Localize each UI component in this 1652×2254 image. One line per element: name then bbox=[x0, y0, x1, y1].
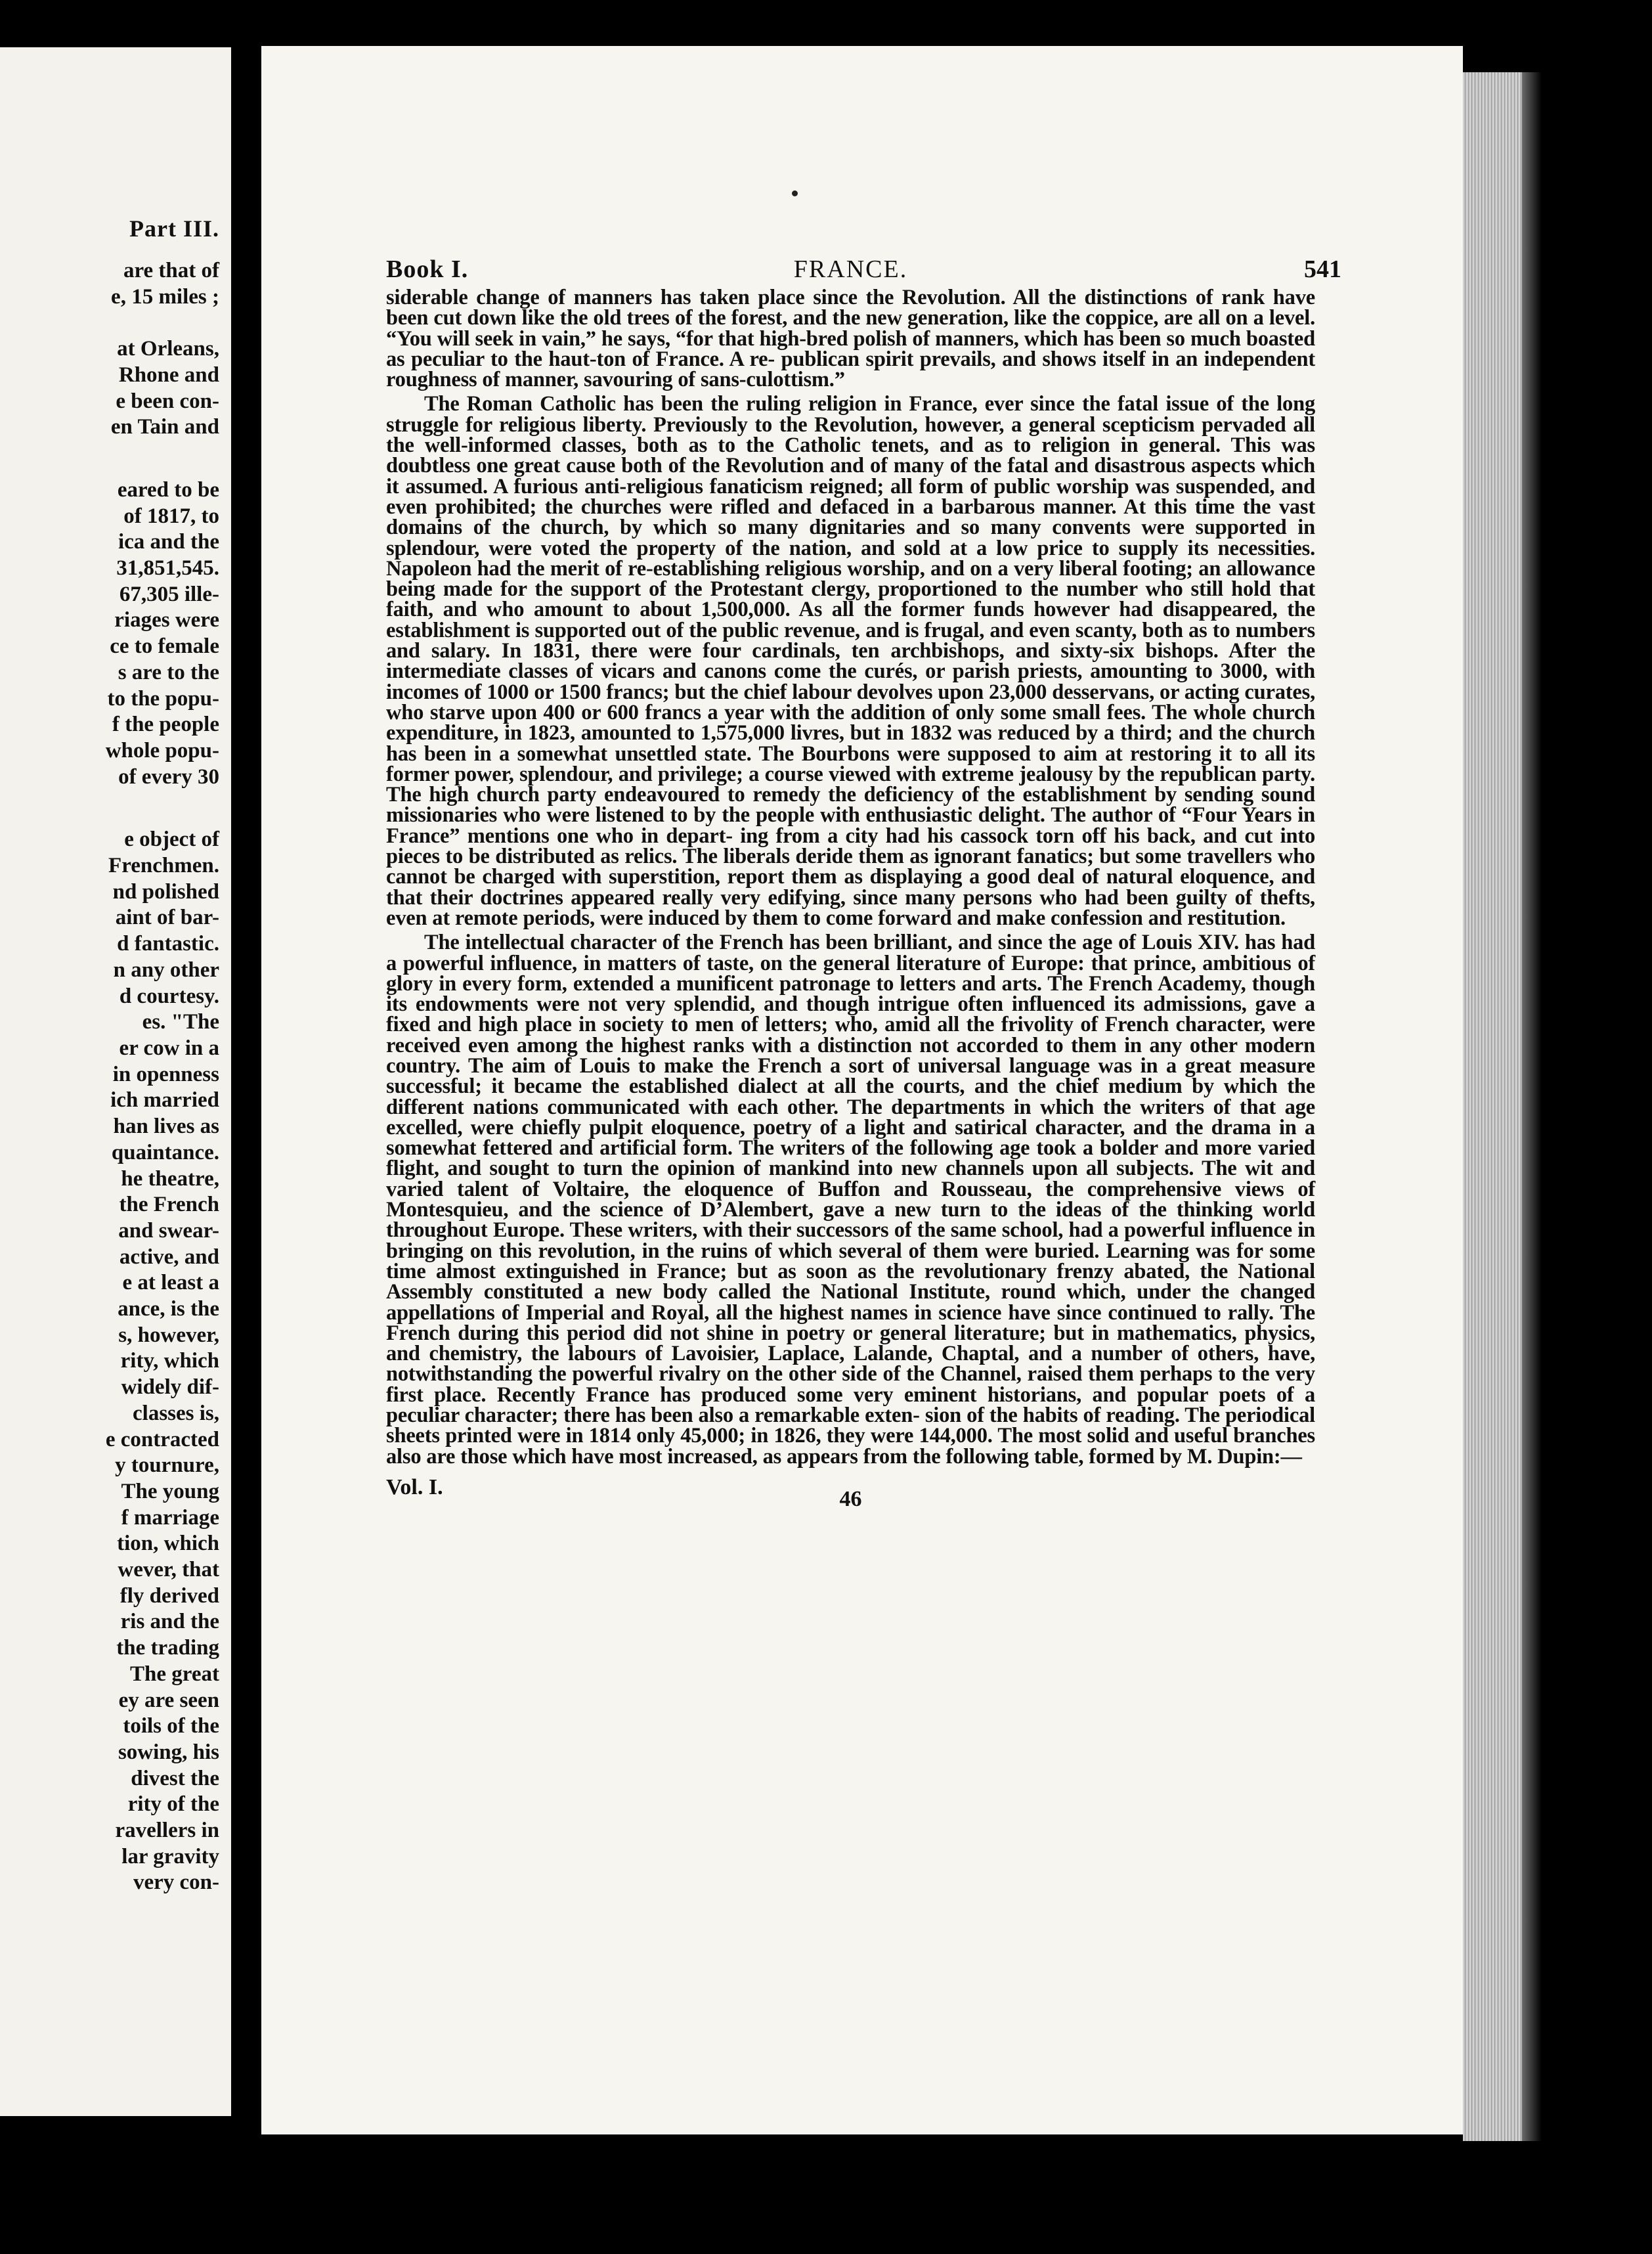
page-footer bbox=[386, 1474, 1315, 1511]
signature-mark: 46 bbox=[839, 1486, 862, 1511]
left-page-line: f marriage bbox=[121, 1505, 219, 1530]
left-text-group-2 bbox=[0, 477, 219, 790]
book-page-edges bbox=[1463, 72, 1522, 2141]
left-page-line bbox=[0, 310, 219, 336]
ink-speck bbox=[792, 190, 798, 196]
page-number: 541 bbox=[1304, 255, 1341, 283]
left-page-line: quaintance. bbox=[111, 1140, 219, 1164]
left-page-line: e contracted bbox=[105, 1427, 219, 1451]
left-page-line: ce to female bbox=[110, 634, 219, 659]
paragraph-religion: The Roman Catholic has been the ruling religion in France, ever since the fatal issue of the long struggle for religious liberty. Previously to the Revolution, however, a general scepticism pervaded all the well-informed classes, both as to the Catholic tenets, and as to religion in general. This was doubtless one great cause both of the Revolution and of many of the fatal and disastrous aspects which it assumed. A furious anti-religious fanaticism reigned; all form of public worship was suspended, and even prohibited; the churches were rifled and defaced in a barbarous manner. At this time the vast domains of the church, by which so many dignitaries and so many convents were supported in splendour, were voted the property of the nation, and sold at a low price to supply its necessities. Napoleon had the merit of re-establishing religious worship, and on a very liberal footing; an allowance being made for the support of the Protestant clergy, proportioned to the number who still hold that faith, and who amount to about 1,500,000. As all the former funds however had disappeared, the establishment is supported out of the public revenue, and is frugal, and even scanty, both as to numbers and salary. In 1831, there were four cardinals, ten archbishops, and sixty-six bishops. After the intermediate classes of vicars and canons come the curés, or parish priests, amounting to 3000, with incomes of 1000 or 1500 francs; but the chief labour devolves upon 23,000 desservans, or acting curates, who starve upon 400 or 600 francs a year with the addition of only some small fees. The whole church expenditure, in 1823, amounted to 1,575,000 livres, but in 1832 was reduced by a third; and the church has been in a somewhat unsettled state. The Bourbons were supposed to aim at restoring it to all its former power, splendour, and privilege; a course viewed with extreme jealousy by the republican party. The high church party endeavoured to remedy the deficiency of the establishment by sending sound missionaries who were listened to by the people with enthusiastic delight. The author of “Four Years in France” mentions one who in depart- ing from a city had his cassock torn off his back, and cut into pieces to be distributed as relics. The liberals deride them as ignorant fanatics; but some travellers who cannot be charged with superstition, report them as displaying a good deal of natural eloquence, and that their doctrines appeared really very edifying, since many persons who had been guilty of thefts, even at remote periods, were induced by them to come forward and make confession and restitution. bbox=[386, 392, 1315, 930]
left-page-line: eared to be bbox=[117, 477, 219, 502]
paragraph-continued: siderable change of manners has taken place since the Revolution. All the distinctions of rank have been cut down like the old trees of the forest, and the new generation, like the coppice, are all on a level. “You will seek in vain,” he says, “for that high-bred polish of manners, which has been so much boasted as peculiar to the haut-ton of France. A re- publican spirit prevails, and shows itself in an independent roughness of manner, savouring of sans-culottism.” bbox=[386, 286, 1315, 392]
page-content bbox=[386, 255, 1341, 1511]
main-page bbox=[261, 46, 1463, 2134]
left-page-line: classes is, bbox=[133, 1401, 219, 1425]
left-running-head: Part III. bbox=[129, 215, 219, 242]
left-page-line: the trading bbox=[116, 1636, 219, 1660]
left-page-line: Rhone and bbox=[118, 363, 219, 387]
left-page-line: es. "The bbox=[142, 1010, 219, 1034]
left-page-line: aint of bar- bbox=[115, 906, 219, 930]
left-page-line: the French bbox=[119, 1193, 219, 1217]
left-text-group-1 bbox=[0, 258, 219, 441]
left-page-line: y tournure, bbox=[115, 1453, 219, 1478]
page-title: FRANCE. bbox=[793, 255, 908, 283]
left-page-line: ich married bbox=[110, 1088, 219, 1113]
left-page-line: s are to the bbox=[118, 660, 219, 684]
left-page-line: d courtesy. bbox=[119, 984, 219, 1008]
left-page-line: sowing, his bbox=[118, 1740, 219, 1764]
left-page-line: han lives as bbox=[113, 1115, 219, 1139]
left-page-line: are that of bbox=[123, 259, 219, 282]
left-gap bbox=[0, 790, 219, 827]
paragraph-intellectual: The intellectual character of the French has been brilliant, and since the age of Louis XIV. has had a powerful influence, in matters of taste, on the general literature of Europe: that prince, ambitious of glory in every form, extended a munificent patronage to letters and arts. The French Academy, though its endowments were not very splendid, and though intrigue often influenced its admissions, gave a fixed and high place in society to men of letters; who, amid all the frivolity of French character, were received even among the highest ranks with a distinction not accorded to them in any other modern country. The aim of Louis to make the French a sort of universal language was in a great measure successful; it became the established dialect at all the courts, and the chief medium by which the different nations communicated with each other. The departments in which the writers of that age excelled, were chiefly pulpit eloquence, poetry of a light and satirical character, and the drama in a somewhat fettered and artificial form. The writers of the following age took a bolder and more varied flight, and sought to turn the opinion of mankind into new channels upon all subjects. The wit and varied talent of Voltaire, the eloquence of Buffon and Rousseau, the comprehensive views of Montesquieu, and the science of D’Alembert, gave a new turn to the ideas of the thinking world throughout Europe. These writers, with their successors of the same school, had a powerful influence in bringing on this revolution, in the ruins of which several of them were buried. Learning was for some time almost extinguished in France; but as soon as the revolutionary frenzy abated, the National Assembly constituted a new body called the National Institute, round which, under the changed appellations of Imperial and Royal, all the highest names in science have since continued to rally. The French during this period did not shine in poetry or general literature; but in mathematics, physics, and chemistry, the labours of Lavoisier, Laplace, Lalande, Chaptal, and a number of others, have, notwithstanding the powerful rivalry on the other side of the Channel, raised them perhaps to the very first place. Recently France has produced some very eminent historians, and popular poets of a peculiar character; there has been also a remarkable exten- sion of the habits of reading. The periodical sheets printed were in 1814 only 45,000; in 1826, they were 144,000. The most solid and useful branches also are those which have most increased, as appears from the following table, formed by M. Dupin:— bbox=[386, 931, 1315, 1469]
body-text bbox=[386, 288, 1315, 1467]
book-edge-shadow bbox=[1522, 72, 1542, 2141]
left-page-line: ravellers in bbox=[115, 1819, 219, 1843]
left-page-line: riages were bbox=[114, 608, 219, 632]
left-page-line: tion, which bbox=[117, 1532, 219, 1556]
left-page-line: he theatre, bbox=[121, 1166, 219, 1191]
left-page-line: at Orleans, bbox=[117, 337, 219, 361]
left-page-line: 31,851,545. bbox=[116, 556, 219, 581]
left-page-line: of every 30 bbox=[118, 764, 219, 789]
left-page-line: and swear- bbox=[118, 1218, 219, 1243]
left-page-line: Frenchmen. bbox=[108, 854, 219, 878]
left-page-line: of 1817, to bbox=[123, 504, 219, 528]
left-page-line: nd polished bbox=[112, 879, 219, 904]
left-page-line: very con- bbox=[133, 1870, 219, 1895]
left-page-line: active, and bbox=[119, 1245, 219, 1269]
left-page-line: The young bbox=[121, 1479, 219, 1503]
left-page-line: toils of the bbox=[123, 1714, 219, 1738]
volume-label: Vol. I. bbox=[386, 1474, 443, 1499]
left-page-line: s, however, bbox=[118, 1323, 219, 1347]
left-page-line: whole popu- bbox=[105, 738, 219, 762]
book-label: Book I. bbox=[386, 255, 469, 283]
left-facing-page bbox=[0, 47, 231, 2116]
left-page-line: d fantastic. bbox=[117, 932, 219, 956]
left-page-line: e been con- bbox=[116, 389, 219, 413]
left-page-line: er cow in a bbox=[119, 1036, 219, 1060]
left-page-line: 67,305 ille- bbox=[119, 582, 219, 606]
left-page-line: rity of the bbox=[127, 1792, 219, 1817]
left-page-line: widely dif- bbox=[121, 1375, 219, 1400]
left-page-line: rity, which bbox=[120, 1349, 219, 1373]
left-page-text bbox=[0, 215, 219, 1896]
left-page-line: ica and the bbox=[118, 530, 219, 554]
left-page-line: f the people bbox=[112, 713, 219, 737]
left-page-line: e, 15 miles ; bbox=[111, 284, 219, 309]
left-page-line: to the popu- bbox=[107, 686, 219, 711]
left-page-line: e object of bbox=[124, 828, 219, 852]
left-page-line: in openness bbox=[112, 1062, 219, 1086]
left-gap bbox=[0, 441, 219, 477]
left-page-line: wever, that bbox=[118, 1558, 219, 1582]
left-page-line: divest the bbox=[131, 1766, 219, 1790]
left-page-line: ance, is the bbox=[118, 1297, 219, 1321]
left-page-line: en Tain and bbox=[110, 415, 219, 439]
left-text-group-3 bbox=[0, 827, 219, 1896]
running-head bbox=[386, 255, 1341, 288]
left-page-line: ey are seen bbox=[118, 1688, 219, 1712]
left-page-line: ris and the bbox=[120, 1610, 219, 1634]
left-page-line: lar gravity bbox=[121, 1844, 219, 1868]
left-page-line: n any other bbox=[113, 958, 219, 982]
left-page-line: fly derived bbox=[120, 1583, 219, 1608]
left-page-line: e at least a bbox=[122, 1271, 219, 1295]
left-page-line: The great bbox=[130, 1662, 219, 1686]
